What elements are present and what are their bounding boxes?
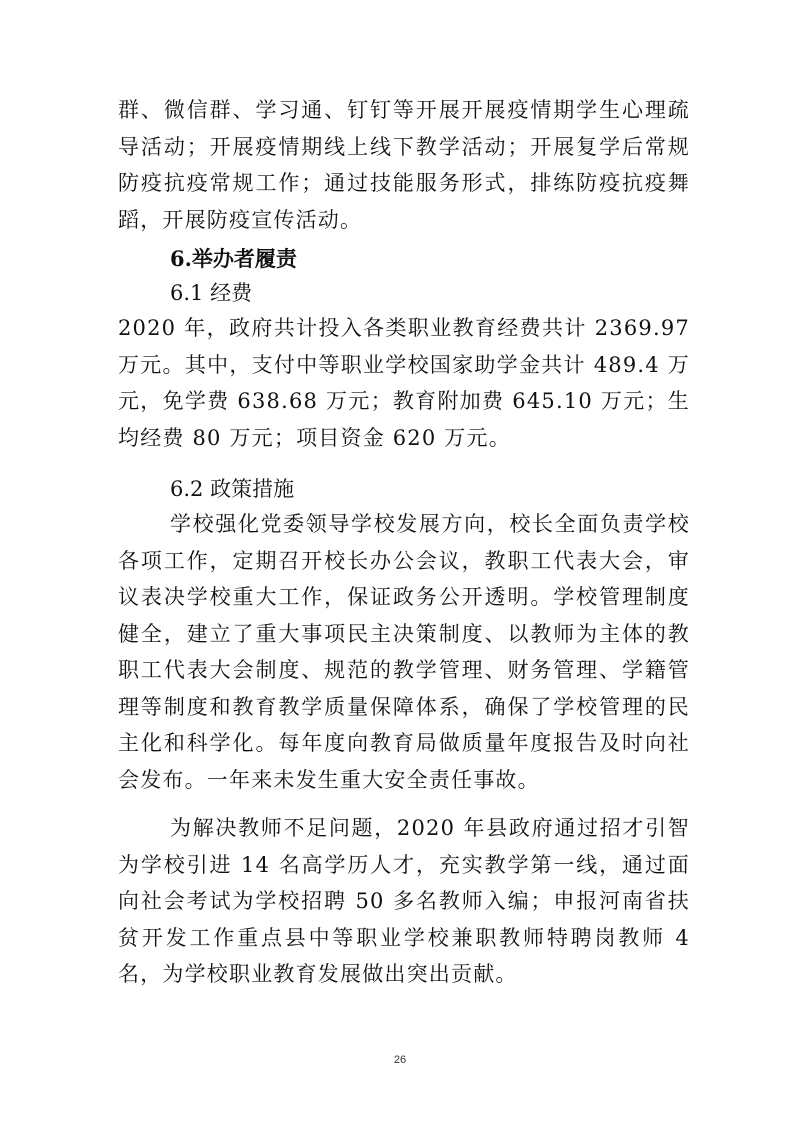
page-content — [118, 92, 690, 993]
page-number: 26 — [393, 1054, 407, 1066]
subsection-heading-6-2: 6.2 政策措施 — [170, 477, 295, 501]
paragraph-funding: 2020 年，政府共计投入各类职业教育经费共计 2369.97 万元。其中，支付中等职业学校国家助学金共计 489.4 万元，免学费 638.68 万元；教育附加费 645.10 万元；生均经费 80 万元；项目资金 620 万元。 — [118, 316, 690, 450]
subsection-heading-6-1: 6.1 经费 — [170, 281, 253, 305]
paragraph-teachers: 为解决教师不足问题，2020 年县政府通过招才引智为学校引进 14 名高学历人才，充实教学第一线，通过面向社会考试为学校招聘 50 多名教师入编；申报河南省扶贫开发工作重点县中等职业学校兼职教师特聘岗教师 4 名，为学校职业教育发展做出突出贡献。 — [118, 816, 690, 986]
paragraph-policy: 学校强化党委领导学校发展方向，校长全面负责学校各项工作，定期召开校长办公会议，教职工代表大会，审议表决学校重大工作，保证政务公开透明。学校管理制度健全，建立了重大事项民主决策制度、以教师为主体的教职工代表大会制度、规范的教学管理、财务管理、学籍管理等制度和教育教学质量保障体系，确保了学校管理的民主化和科学化。每年度向教育局做质量年度报告及时向社会发布。一年来未发生重大安全责任事故。 — [118, 512, 690, 792]
section-heading-6: 6.举办者履责 — [170, 246, 297, 271]
paragraph-epidemic-activities: 群、微信群、学习通、钉钉等开展开展疫情期学生心理疏导活动；开展疫情期线上线下教学活动；开展复学后常规防疫抗疫常规工作；通过技能服务形式，排练防疫抗疫舞蹈，开展防疫宣传活动。 — [118, 98, 690, 232]
